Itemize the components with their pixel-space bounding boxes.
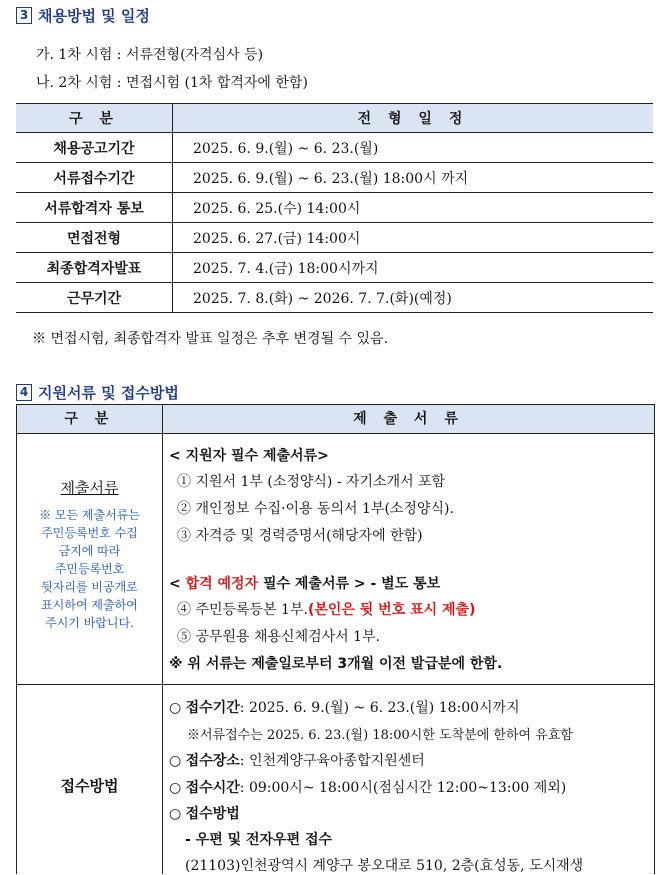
period-note: ※서류접수는 2025. 6. 23.(월) 18:00시한 도착분에 한하여 유효함	[187, 728, 573, 743]
note-line: 주시기 바랍니다.	[45, 616, 134, 630]
table-row	[16, 163, 653, 193]
how-label: 접수방법	[185, 806, 240, 822]
table-row	[16, 283, 653, 313]
note-line: 주민등록번호	[54, 562, 125, 576]
documents-table	[16, 404, 655, 874]
table-row	[16, 193, 653, 223]
time-line: ○ 접수시간: 09:00시~ 18:00시(점심시간 12:00~13:00 제외)	[169, 780, 567, 796]
row-value: 2025. 7. 4.(금) 18:00시까지	[173, 253, 654, 283]
row-label: 근무기간	[16, 283, 173, 313]
row-label: 면접전형	[16, 223, 173, 253]
header-schedule: 전 형 일 정	[173, 104, 654, 133]
row-label: 채용공고기간	[16, 133, 173, 163]
table-row	[16, 133, 653, 163]
place-line: ○ 접수장소: 인천계양구육아종합지원센터	[169, 753, 425, 769]
table-row	[16, 253, 653, 283]
note-line: 표시하여 제출하여	[41, 598, 138, 612]
final-docs-suffix: 필수 제출서류 > - 별도 통보	[258, 576, 441, 592]
time-label: 접수시간	[185, 780, 240, 796]
final-docs-note: ※ 위 서류는 제출일로부터 3개월 이전 발급분에 한함.	[169, 656, 503, 672]
note-line: ※ 모든 제출서류는	[39, 508, 140, 522]
note-line: 주민등록번호 수집	[41, 526, 138, 540]
period-value: : 2025. 6. 9.(월) ~ 6. 23.(월) 18:00시까지	[239, 700, 520, 716]
column-divider	[162, 434, 163, 874]
final-doc-item-warning: (본인은 뒷 번호 표시 제출)	[307, 602, 476, 618]
period-label: 접수기간	[185, 700, 240, 716]
docs-left-cell	[17, 477, 162, 632]
final-docs-title	[169, 573, 440, 593]
final-doc-item: ⑤ 공무원용 채용신체검사서 1부.	[177, 629, 380, 645]
row-label: 서류접수기간	[16, 163, 173, 193]
row-value: 2025. 6. 27.(금) 14:00시	[173, 223, 654, 253]
row-value: 2025. 6. 9.(월) ~ 6. 23.(월) 18:00시 까지	[173, 163, 654, 193]
required-doc-item: ② 개인정보 수집·이용 동의서 1부(소정양식).	[177, 501, 454, 517]
note-line: 뒷자리를 비공개로	[41, 580, 138, 594]
docs-label: 제출서류	[60, 479, 119, 497]
section-title: 지원서류 및 접수방법	[38, 384, 179, 402]
header-documents: 제 출 서 류	[163, 405, 654, 434]
section-3-heading	[16, 5, 150, 26]
header-category: 구 분	[16, 104, 173, 133]
final-docs-prefix: <	[169, 576, 186, 592]
docs-privacy-note	[17, 506, 162, 632]
how-sub: - 우편 및 전자우편 접수	[185, 832, 333, 848]
final-doc-item-text: ④ 주민등록등본 1부.	[177, 602, 308, 618]
row-divider	[17, 684, 654, 685]
table-row	[16, 223, 653, 253]
row-value: 2025. 6. 25.(수) 14:00시	[173, 193, 654, 223]
required-doc-item: ① 지원서 1부 (소정양식) - 자기소개서 포함	[177, 474, 446, 490]
time-value: : 09:00시~ 18:00시(점심시간 12:00~13:00 제외)	[239, 780, 567, 796]
row-label: 서류합격자 통보	[16, 193, 173, 223]
section-number: 3	[16, 7, 32, 24]
section-4-heading	[16, 382, 179, 403]
schedule-note: ※ 면접시험, 최종합격자 발표 일정은 추후 변경될 수 있음.	[32, 331, 389, 347]
exam-step-2: 나. 2차 시험 : 면접시험 (1차 합격자에 한함)	[36, 75, 308, 91]
row-value: 2025. 7. 8.(화) ~ 2026. 7. 7.(화)(예정)	[173, 283, 654, 313]
schedule-table	[16, 103, 653, 313]
method-label: 접수방법	[60, 777, 119, 795]
address: (21103)인천광역시 계양구 봉오대로 510, 2층(효성동, 도시재생	[185, 858, 584, 874]
place-value: : 인천계양구육아종합지원센터	[239, 753, 425, 769]
required-docs-title: < 지원자 필수 제출서류>	[169, 448, 329, 464]
how-line: ○ 접수방법	[169, 806, 240, 822]
final-doc-item	[177, 599, 475, 619]
section-number: 4	[16, 384, 32, 401]
note-line: 금지에 따라	[58, 544, 121, 558]
final-docs-highlight: 합격 예정자	[185, 576, 259, 592]
place-label: 접수장소	[185, 753, 240, 769]
row-value: 2025. 6. 9.(월) ~ 6. 23.(월)	[173, 133, 654, 163]
row-label: 최종합격자발표	[16, 253, 173, 283]
header-category: 구 분	[17, 405, 163, 434]
exam-step-1: 가. 1차 시험 : 서류전형(자격심사 등)	[36, 47, 264, 63]
required-doc-item: ③ 자격증 및 경력증명서(해당자에 한함)	[177, 528, 423, 544]
section-title: 채용방법 및 일정	[38, 7, 150, 25]
period-line: ○ 접수기간: 2025. 6. 9.(월) ~ 6. 23.(월) 18:00시까지	[169, 700, 520, 716]
